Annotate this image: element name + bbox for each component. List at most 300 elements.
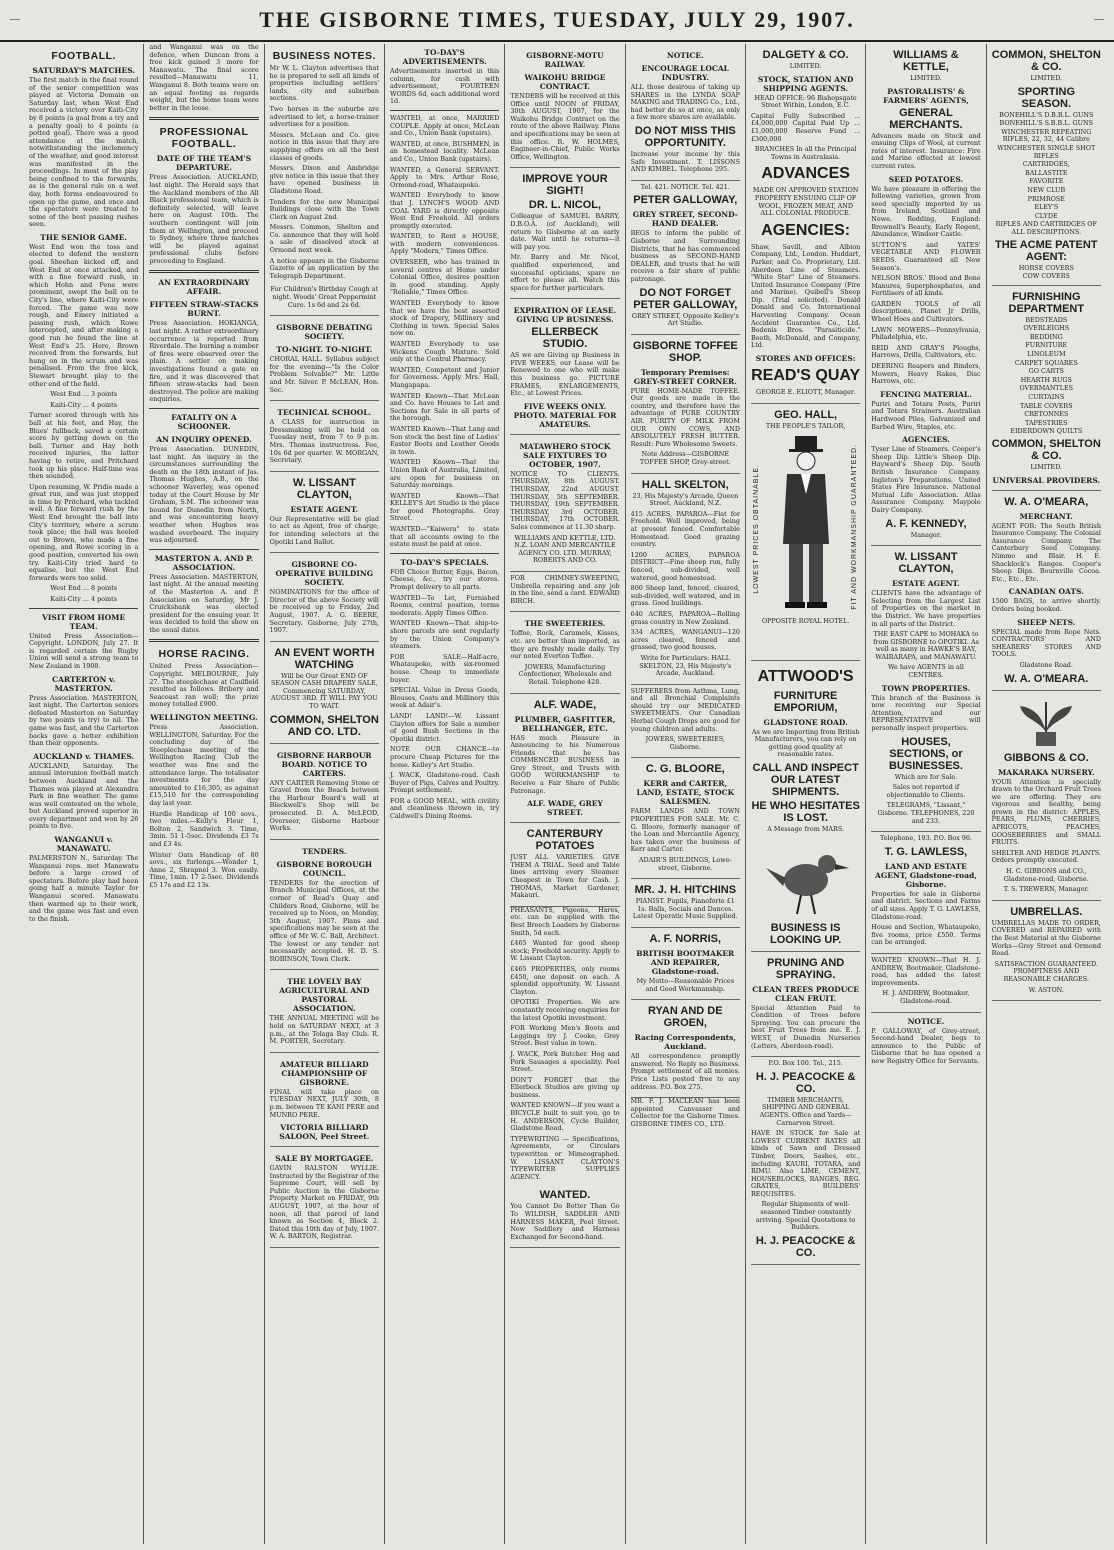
classified: OVERSEER, who has trained in several centres at Home under Colonial Office, desires position in good standing. Apply "Reliable," Times Office. bbox=[389, 258, 500, 297]
advertisement bbox=[270, 642, 379, 744]
ad-text: GREY STREET, Opposite Kelley's Art Studio. bbox=[631, 311, 739, 328]
divider bbox=[390, 553, 499, 554]
ad-text: T. S. TREWERN, Manager. bbox=[1003, 885, 1089, 894]
ad-title: C. G. BLOORE, bbox=[645, 763, 725, 776]
list-item: ELEY'S bbox=[1034, 203, 1059, 212]
article-text: A notice appears in the Gisborne Gazette of an application by the Telegraph Department. bbox=[269, 256, 379, 280]
plant-icon bbox=[1016, 698, 1076, 748]
column-3 bbox=[265, 44, 385, 1544]
column-9 bbox=[987, 44, 1106, 1544]
ad-text: Write for Particulars: HALL SKELTON, 23, His Majesty's Arcade, Auckland. bbox=[639, 653, 732, 678]
column-8 bbox=[866, 44, 986, 1544]
ad-text: PIANIST. Pupils, Pianoforte £1 1s. Balls, Socials and Dances. Latest Operatic Music Supplied. bbox=[632, 897, 738, 921]
ad-text: BEGS to inform the public of Gisborne and Surrounding Districts, that he has commenced business as SECOND-HAND DEALER, and trusts that he will receive a fair share of public patronage. bbox=[630, 229, 740, 283]
ad-text: ADAIR'S BUILDINGS, Lowe-street, Gisborne. bbox=[638, 856, 732, 872]
heading: FOOTBALL. bbox=[51, 50, 116, 62]
ad-signature: COMMON, SHELTON & CO. bbox=[991, 438, 1101, 462]
ad-text: 800 Sheep land, fenced, cleared, sub-divided, well watered, and in grass. Good buildings. bbox=[630, 584, 740, 608]
list-item: FAVORITE bbox=[1029, 177, 1064, 186]
divider bbox=[149, 117, 258, 120]
ad-subtitle: LAND AND ESTATE AGENT, Gladstone-road, Gisborne. bbox=[875, 861, 977, 889]
ad-text: FARM LANDS AND TOWN PROPERTIES FOR SALE. Mr. C. G. Bloore, formerly manager of the Loan and Mercantile Agency, has taken over the business of Kerr and Carter. bbox=[630, 807, 740, 854]
ad-text: TENDERS for the erection of Branch Municipal Offices, at the corner of Read's Quay and Childers Road, Gisborne, will be received up to Noon, on Monday, 5th August, 1907. Plans and specifications may be seen at the office of Mr W. C. Ball, Architect. The lowest or any tender not necessarily accepted. H. D. S. ROBINSON, Town Clerk. bbox=[269, 878, 379, 963]
ad-side-text: FIT AND WORKMANSHIP GUARANTEED. bbox=[851, 443, 859, 610]
ad-title: DO NOT MISS THIS OPPORTUNITY. bbox=[634, 124, 736, 149]
subheading: AUCKLAND v. THAMES. bbox=[33, 751, 135, 761]
advertisement bbox=[510, 44, 619, 168]
article-text: Messrs. McLean and Co. give notice in this issue that they are supplying offers on all the best classes of goods. bbox=[269, 130, 379, 162]
list-item: WINCHESTER SINGLE SHOT RIFLES bbox=[997, 143, 1096, 160]
subheading: AN INQUIRY OPENED. bbox=[156, 435, 252, 444]
classified: FOR Choice Butter, Eggs, Bacon, Cheese, &c., try our stores. Prompt delivery to all parts. bbox=[389, 567, 500, 592]
list-item: CURTAINS bbox=[1028, 393, 1065, 402]
ad-text: P. GALLOWAY, of Grey-street, Second-hand Dealer, begs to announce to the Public of Gisborne that he has opened a new Registry Office for Servants. bbox=[871, 1026, 981, 1065]
ad-title: AGENCIES: bbox=[761, 221, 851, 239]
ad-text: H. J. ANDREW, Bootmaker, Gladstone-road. bbox=[882, 989, 970, 1005]
ad-text: Colleague of SAMUEL BARRY, D.B.O.A. (of Auckland), will return to Gisborne at an early date. Wait until he returns—it will pay you. bbox=[510, 212, 620, 251]
ad-subtitle: STORES AND OFFICES: bbox=[755, 354, 856, 364]
ad-text: GAVIN RALSTON WYLLIE. Instructed by the Registrar of the Supreme Court, will sell by Public Auction in the Gisborne Property Market on FRIDAY, 9th AUGUST, 1907, at the hour of noon, all that parcel of land known as Section 4, Block 2. Dated this 10th day of July, 1907. W. A. BARTON, Registrar. bbox=[269, 1164, 379, 1241]
ad-title: W. A. O'MEARA, bbox=[1004, 495, 1089, 508]
ad-text: Shaw, Savill, and Albion Company, Ltd., London. Huddart, Parker, and Co. Proprietary, Ltd. Aberdeen Line of Steamers. "White Star" Line of Steamers. United Insurance Company (Fire and Marine). Quibell's Sheep Dip. (Trial solicited). Donald Donald and Co. International Harvesting Company. Ocean Accident Guarantee Co., Ltd. Bodenis Bros. "Parasiticide." Booth, McDonald, and Company, Ltd. bbox=[750, 242, 861, 350]
ad-text: HAVE IN STOCK for Sale at LOWEST CURRENT RATES all kinds of Sawn and Dressed Timber, Doors, Sashes, etc., including KAURI, TOTARA, and RIMU. Also LIME, CEMENT, HOUSEBLOCKS, RANGES, REG. GRATES, BUILDERS' REQUISITES. bbox=[750, 1129, 861, 1198]
ad-subtitle: WAIKOHU BRIDGE CONTRACT. bbox=[524, 73, 606, 91]
ad-subtitle: CLEAN TREES PRODUCE CLEAN FRUIT. bbox=[752, 984, 859, 1003]
divider bbox=[390, 110, 499, 111]
advertisement bbox=[631, 685, 740, 759]
list-item: PRIMROSE bbox=[1027, 194, 1065, 203]
article-text: Messrs. Common, Shelton and Co. announce that they will hold a sale of dissolved stock at Ormond next week. bbox=[269, 223, 379, 255]
advertisement bbox=[631, 181, 740, 335]
advertisement bbox=[631, 474, 740, 685]
ad-subtitle: KERR and CARTER, LAND, ESTATE, STOCK SALESMEN. bbox=[636, 779, 735, 807]
heading: BUSINESS NOTES. bbox=[272, 50, 376, 62]
ad-title: DALGETY & CO. bbox=[762, 49, 849, 61]
masthead-right: — bbox=[1094, 14, 1104, 25]
advertisement bbox=[871, 44, 980, 546]
article-text: Mr W. L. Clayton advertises that he is prepared to sell all kinds of properties including settlers' lands, city and suburban sections. bbox=[269, 64, 379, 103]
classified: DON'T FORGET that the Ellerbeck Studios are giving up business. bbox=[510, 1075, 620, 1099]
classified: WANTED, a General SERVANT. Apply to Mrs. Arthur Rose, Ormond-road, Whataupoko. bbox=[389, 165, 500, 189]
list-item: TABLE COVERS bbox=[1019, 401, 1073, 410]
ad-text: LIMITED. bbox=[1030, 463, 1063, 471]
ad-text: Mr. Barry and Mr. Nicol, qualified experienced, and successful opticians, spare no effort to please all. Watch this space for further particulars. bbox=[510, 253, 620, 292]
article-text: Press Association. MASTERTON, last night. The Carterton seniors defeated Masterton on Saturday by two points (a try) to nil. The game was fast, and the Carterton backs gave a better exhibition than their opponents. bbox=[29, 693, 139, 748]
heading: PROFESSIONAL FOOTBALL. bbox=[159, 126, 249, 151]
list-item: BONEHILL'S D.B.B.L. GUNS bbox=[999, 110, 1094, 119]
subheading: VISIT FROM HOME TEAM. bbox=[42, 612, 126, 631]
advertisement bbox=[992, 901, 1101, 1001]
ad-title: ATTWOOD'S bbox=[757, 667, 854, 685]
advertisement bbox=[510, 572, 619, 612]
ad-title: SPORTING SEASON. bbox=[1017, 85, 1076, 110]
ad-title: ELLERBECK STUDIO. bbox=[531, 326, 599, 351]
column-5 bbox=[505, 44, 625, 1544]
score-line: Kaiti-City ... 4 points bbox=[50, 595, 118, 603]
article-text: Press Association. DUNEDIN, last night. An inquiry in the circumstances surrounding the death on the 18th instant of Jas. Thomas Hughes, A.B., on the schooner Waverley, was opened today at the Court House by Mr Graham, S.M. The schooner was bound for Dunedin from North, and was encountering heavy weather when Hughes was washed overboard. The inquiry was adjourned. bbox=[149, 445, 259, 545]
ad-subtitle: CANADIAN OATS. bbox=[1008, 587, 1084, 597]
ad-text: Note Address—GISBORNE TOFFEE SHOP, Grey-street. bbox=[639, 450, 731, 467]
classified: SPECIAL Value in Dress Goods, Blouses, Coats and Millinery this week at Adair's. bbox=[389, 686, 500, 710]
advertisement bbox=[510, 612, 619, 693]
ad-title: MR. J. H. HITCHINS bbox=[634, 884, 737, 897]
ad-title: W. LISSANT CLAYTON, bbox=[894, 551, 958, 576]
classified: J. WACK, Pork Butcher. Hog and Pork Sausages a speciality. Peel Street. bbox=[510, 1049, 620, 1074]
ad-title: EXPIRATION OF LEASE. GIVING UP BUSINESS. bbox=[513, 306, 617, 325]
ad-text: MADE ON APPROVED STATION PROPERTY ENSUING CLIP OF WOOL, FROZEN MEAT, AND ALL COLONIAL PRODUCE. bbox=[752, 186, 859, 218]
advertisement bbox=[270, 1147, 379, 1248]
article-text: Press Association. HOKIANGA, last night. A rather extraordinary occurrence is reported from Riverdale. The burning a number of fires were observed over the plain. A settler on making investigations found a gate on fire, and it was discovered that fifteen straw-stacks had been destroyed. The police are making enquiries. bbox=[149, 319, 259, 404]
ad-subtitle: ALF. WADE, GREY STREET. bbox=[527, 799, 603, 818]
ad-subtitle: UNIVERSAL PROVIDERS. bbox=[992, 475, 1101, 485]
ad-subtitle: ENCOURAGE LOCAL INDUSTRY. bbox=[641, 64, 729, 82]
list-item: FURNITURE bbox=[1025, 341, 1068, 350]
ad-text: Gladstone Road. bbox=[1019, 660, 1073, 669]
ad-text: 415 ACRES, PAPAROA—Flat for Freehold. Well improved, being at present fenced. Comfortable Homestead. Good grazing country. bbox=[630, 509, 740, 549]
ad-title: GISBORNE CO-OPERATIVE BUILDING SOCIETY. bbox=[275, 560, 374, 588]
classified: J. WACK, Gladstone-road. Cash Buyer of Pigs, Calves and Poultry. Prompt settlement. bbox=[389, 771, 500, 795]
ad-title: HALL SKELTON, bbox=[641, 478, 729, 491]
ad-text: THE EAST CAPE to MOHAKA to from GISBORNE to OPOTIKI. As well as many in HAWKE'S BAY, WAIRARAPA, and MANAWATU. bbox=[873, 630, 979, 661]
list-item: WINCHESTER REPEATING RIFLES, 22, 32, 44 Calibre bbox=[1001, 127, 1092, 144]
ad-text: LAWN MOWERS—Pennsylvania, Philadelphia, etc. bbox=[871, 325, 981, 342]
ad-title: RYAN AND DE GROEN, bbox=[648, 1005, 723, 1030]
ad-text: This branch of the Business is now receiving our Special Attention, and our REPRESENTATIVE will personally inspect properties. bbox=[871, 693, 981, 733]
ad-title: H. J. PEACOCKE & CO. bbox=[755, 1234, 856, 1259]
advertisement bbox=[270, 316, 379, 401]
article-text: Press Association. MASTERTON, last night. At the annual meeting of the Masterton A. and P. Association on Saturday, Mr J. Cruickshank was elected president for the ensuing year. It was decided to hold the show on the usual dates. bbox=[149, 572, 259, 634]
ad-text: Will be Our Great END OF SEASON CASH DRAPERY SALE, Commencing SATURDAY, AUGUST 3RD. IT WILL PAY YOU TO WAIT. bbox=[270, 671, 378, 711]
advertisement bbox=[510, 435, 619, 572]
ad-text: My Motto—Reasonable Prices and Good Workmanship. bbox=[636, 976, 734, 993]
ad-text: LIMITED. bbox=[1030, 74, 1063, 82]
heading: HORSE RACING. bbox=[158, 648, 250, 661]
ad-text: SUFFERERS from Asthma, Lung, and all Bronchial Complaints should try our MEDICATED SWEETMEATS. Our Canadian Herbal Cough Drops are good for young children and adults. bbox=[630, 686, 740, 733]
ad-text: SPECIAL made from Rope Nets. CONTRACTORS' AND SHEARERS' STORES AND TOOLS. bbox=[991, 627, 1101, 659]
classified: WANTED, at once, MARRIED COUPLE. Apply at once, McLean and Co., Union Bank (upstairs). bbox=[389, 113, 500, 138]
list-item: BEDSTEADS bbox=[1025, 315, 1068, 324]
ad-title: MATAWHERO STOCK SALE FIXTURES TO OCTOBER, 1907. bbox=[519, 441, 611, 469]
ad-text: THE ANNUAL MEETING will be held on SATURDAY NEXT, at 3 p.m., at the Tolaga Bay Club. R. M. PORTER, Secretary. bbox=[269, 1014, 379, 1046]
ad-title: HE WHO HESITATES IS LOST. bbox=[751, 800, 860, 824]
ad-text: ANY CARTER Removing Stone or Gravel from the Beach between the Harbour Board's wall at Bleckwell's Shop will be prosecuted. D. A. McLEOD, Overseer, Gisborne Harbour Works. bbox=[269, 778, 379, 833]
ad-subtitle: ESTATE AGENT. bbox=[290, 504, 359, 514]
advertisement bbox=[631, 44, 740, 181]
article-text: Press Association. WELLINGTON, Saturday. For the concluding day of the Steeplechase meeting of the Wellington Racing Club the weather was fine and the attendance large. The totalisator investments for the day amounted to £16,305, as against £15,510 for the corresponding day last year. bbox=[149, 723, 259, 807]
classified: PHEASANTS, Pigeons, Hares, etc. can be supplied with the Best Breech Loaders by Gisborne Smith, 5d each. bbox=[510, 905, 620, 937]
list-item: COW COVERS bbox=[1022, 272, 1070, 281]
classified: WANTED Known—That McLean and Co. have Houses to Let and Sections for Sale in all parts of the borough. bbox=[389, 391, 500, 423]
ad-title: NOTICE. bbox=[907, 1016, 945, 1026]
ad-title: GISBORNE DEBATING SOCIETY. bbox=[276, 323, 373, 342]
subheading: FATALITY ON A SCHOONER. bbox=[171, 413, 237, 431]
ad-text: HAS much Pleasure in Announcing to his Numerous Friends that he has COMMENCED BUSINESS in Grey Street, and Trusts with GOOD WORKMANSHIP to Receive a Fair Share of Public Patronage. bbox=[510, 733, 620, 795]
ad-title: ALF. WADE, bbox=[533, 698, 597, 711]
divider bbox=[149, 408, 258, 409]
gentleman-illustration bbox=[751, 434, 860, 614]
score-line: West End ... 8 points bbox=[50, 584, 118, 593]
classified: WANTED Known—That ship-to-shore parcels are sent regularly by the Union Company's steamers. bbox=[389, 619, 500, 651]
ad-text: Sales not reported if objectionable to Clients. bbox=[886, 783, 966, 799]
classified: WANTED KNOWN—If you want a BICYCLE built to suit you, go to H. ANDERSON, Cycle Builder, Gladstone Road. bbox=[510, 1101, 620, 1133]
ad-subtitle: FENCING MATERIAL. bbox=[880, 389, 972, 399]
ad-text: CLIENTS have the advantage of Selecting from the Largest List of Properties on the market in the District. We have properties in all parts of the District. bbox=[871, 589, 981, 628]
ad-text: WILLIAMS AND KETTLE, LTD. N.Z. LOAN AND MERCANTILE AGENCY CO. LTD. MURRAY, ROBERTS AND CO. bbox=[514, 533, 616, 565]
ad-text: 640 ACRES, PAPAROA—Rolling grass country in New Zealand. bbox=[630, 609, 740, 626]
ad-title: IMPROVE YOUR SIGHT! bbox=[522, 173, 608, 198]
list-item: RIFLES AND CARTRIDGES OF ALL DESCRIPTIONS. bbox=[995, 220, 1097, 236]
advertisement bbox=[631, 1000, 740, 1098]
ad-title: T. G. LAWLESS, bbox=[884, 845, 968, 858]
ad-text: LIMITED. bbox=[910, 74, 942, 82]
advertisement bbox=[992, 44, 1101, 286]
ad-subtitle: PLUMBER, GASFITTER, BELLHANGER, ETC. bbox=[514, 714, 616, 733]
advertisement bbox=[510, 168, 619, 299]
ad-text: TENDERS will be received at this Office until NOON of FRIDAY, 30th AUGUST, 1907, for the Waikohu Bridge Contract on the route of the above Railway. Plans and specifications may be seen at this office. R. W. HOLMES, Engineer-in-Chief, Public Works Office, Wellington. bbox=[510, 92, 620, 161]
ad-title: W. LISSANT CLAYTON, bbox=[292, 476, 356, 501]
list-item: NEW CLUB bbox=[1027, 185, 1066, 194]
list-item: CLYDE bbox=[1034, 211, 1058, 220]
classified: WANTED, at once, BUSHMEN, in an homestead locality. McLean and Co., Union Bank (upstairs). bbox=[389, 139, 500, 163]
article-text: West End won the toss and elected to defend the western goal. Sheehan kicked off, and West End at once attacked, and with a fine forward rush, in which Hohn and Pene were prominent, swept the ball on to City's line, where Kaiti-City were forced. The game was now rough, and Emery initiated a passing rush, which Rowe intercepted, and after making a good run he found the line at West End's 25. Here, Brown received from the forwards, but hung on in the scrum and was penalised. From the free kick, Stewart brought play to the other end of the field. bbox=[29, 242, 139, 388]
ad-text: CHORAL HALL. Syllabus subject for the evening—"Is the Color Problem Solvable?" Mr. Little and Mr. Silver. P. McLEAN, Hon. Sec. bbox=[269, 355, 379, 394]
advertisement bbox=[631, 335, 740, 474]
advertisement bbox=[510, 1184, 619, 1248]
article-text: AUCKLAND, Saturday. The annual interunion football match between Auckland and the Thames was played at Alexandra Park in fine weather. The game was well contested on the whole, but Auckland proved superior in every department and won by 26 points to five. bbox=[29, 761, 139, 831]
ad-text: House and Section, Whataupoko, five rooms, price £550. Terms can be arranged. bbox=[871, 923, 981, 947]
ad-text: REID AND GRAY'S Ploughs, Harrows, Drills, Cultivators, etc. bbox=[871, 343, 981, 360]
ad-title: NOTICE. bbox=[666, 51, 704, 60]
ad-text: Advances made on Stock and ensuing Clips of Wool, at current rates of interest. Insurance: Fire and Marine effected at lowest current rates. bbox=[871, 131, 981, 170]
ad-text: As we are Importing from British Manufacturers, you can rely on getting good quality at reasonable rates. bbox=[751, 727, 860, 759]
ad-text: HEAD OFFICE: 96 Bishopsgate Street Within, London, E.C. bbox=[754, 93, 857, 110]
ad-title: GIBBONS & CO. bbox=[1003, 751, 1089, 764]
ad-title: A. F. NORRIS, bbox=[649, 932, 722, 945]
advertisement bbox=[510, 823, 619, 907]
ad-text: Regular Shipments of well-seasoned Timber constantly arriving. Special Quotations to Builders. bbox=[755, 1200, 856, 1232]
classified: MR. F. J. MACLEAN has been appointed Canvasser and Collector for the Gisborne Times. GISBORNE TIMES CO., LTD. bbox=[630, 1097, 740, 1128]
ad-title: GISBORNE-MOTU RAILWAY. bbox=[526, 51, 604, 69]
ad-title: THE SWEETERIES. bbox=[524, 619, 606, 629]
classified: £465 PROPERTIES, only rooms £450, one deposit on each. A splendid opportunity. W. Lissant Clayton. bbox=[510, 964, 620, 996]
ad-text: JUST ALL VARIETIES. GIVE THEM A TRIAL. Seed and Table lines arriving every Steamer. Cheapest in Town for Cash. J. THOMAS, Market Gardener, Makauri. bbox=[510, 853, 620, 900]
ad-text: Which are for Sale. bbox=[894, 772, 958, 781]
ad-subtitle: TOWN PROPERTIES. bbox=[881, 683, 971, 693]
ad-text: UMBRELLAS MADE TO ORDER, COVERED and REPAIRED with the Best Material at the Gisborne Works—Grey Street and Ormond Road. bbox=[991, 918, 1101, 958]
classified: WANTED Known—That KELLEY'S Art Studio is the place for good Photographs. Gray Street. bbox=[389, 491, 500, 523]
ad-subtitle: GREY STREET, SECOND-HAND DEALER. bbox=[632, 210, 738, 229]
classified: FOR a GOOD MEAL, with civility and cleanliness thrown in, try Caldwell's Dining Rooms. bbox=[389, 796, 500, 821]
article-text: Upon resuming, W. Pridie made a great run, and was just stopped in time by Pritchard, who tackled well. A fine forward rush by the West End brought the ball into City's territory, where a scrum took place; the ball was heeled out to Brown, who made a fine opening, and Rowe scoring in a good position, converted his own try. Kaiti-City tried hard to equalise, but the West End forwards were too solid. bbox=[29, 482, 139, 582]
heading: TO-DAY'S ADVERTISEMENTS. bbox=[402, 48, 487, 66]
ad-text: TIMBER MERCHANTS, SHIPPING AND GENERAL AGENTS. Office and Yards—Carnarvon Street. bbox=[759, 1095, 852, 1127]
ad-text: A CLASS for instruction in Dressmaking will be held on Tuesday next, from 7 to 9 p.m. Mrs. Thomas instructress. Fee, 10s 6d per quarter. W. MORGAN, Secretary. bbox=[269, 418, 379, 465]
covers-list bbox=[992, 265, 1101, 281]
ad-text: Manager. bbox=[910, 530, 942, 539]
ad-subtitle: ESTATE AGENT. bbox=[892, 579, 960, 589]
classified: FOR SALE—Half-acre, Whataupoko, with six-roomed house. Cheap to immediate buyer. bbox=[389, 652, 500, 684]
advertisement bbox=[871, 832, 980, 954]
column-6 bbox=[626, 44, 746, 1544]
ad-title: GEO. HALL, bbox=[774, 408, 838, 421]
ad-text: ALL those desirous of taking up SHARES in the LYNDA SOAP MAKING and TRADING Co., Ltd., had better do so at once, as only a few more shares are available. bbox=[630, 83, 740, 122]
ad-title: H. J. PEACOCKE & CO. bbox=[755, 1070, 856, 1095]
ad-text: NOMINATIONS for the office of Director of the above Society will be received up to Friday, 2nd August, 1907. A. G. BEERE, Secretary. Gisborne, July 27th, 1907. bbox=[269, 588, 379, 635]
advertisement bbox=[270, 1053, 379, 1147]
ad-text: W. ASTON. bbox=[1028, 985, 1064, 994]
ad-title: COMMON, SHELTON & CO. bbox=[991, 49, 1101, 73]
ad-subtitle: MERCHANT. bbox=[1019, 511, 1073, 521]
subheading: DATE OF THE TEAM'S DEPARTURE. bbox=[156, 154, 252, 173]
subheading: MASTERTON A. AND P. ASSOCIATION. bbox=[154, 553, 254, 572]
score-line: Kaiti-City ... 4 points bbox=[50, 400, 118, 409]
furnishing-list bbox=[992, 317, 1101, 436]
advertisement bbox=[751, 404, 860, 661]
list-item: LINOLEUM bbox=[1027, 350, 1066, 359]
advertisement bbox=[270, 472, 379, 553]
column-2 bbox=[144, 44, 264, 1544]
list-item: HEARTH RUGS bbox=[1020, 375, 1072, 384]
ad-text: For Children's Birthday Cough at night. Woods' Great Peppermint Cure. 1s 6d and 2s 6d. bbox=[270, 285, 379, 309]
score-line: West End ... 3 points bbox=[50, 390, 118, 399]
subheading: AN EXTRAORDINARY AFFAIR. bbox=[158, 278, 250, 297]
column-1 bbox=[24, 44, 144, 1544]
ad-title: CANTERBURY POTATOES bbox=[526, 828, 604, 853]
ad-text: Tyser Line of Steamers. Cooper's Sheep Dip. Little's Sheep Dip. Hayward's Sheep Dip. South British Insurance Company. Ingleton's Preparations. United States Fire Insurance. National Mutual Life Association. Atlas Assurance Company. Maypole Dairy Company. bbox=[871, 445, 981, 514]
classified: WANTED Known—That the Union Bank of Australia, Limited, are open for business on Saturday mornings. bbox=[389, 458, 500, 490]
ad-text: Puriri and Totara Posts, Puriri and Totara Strainers. Australian Hardwood Piles, Galvanized and Barbed Wire, Staples, etc. bbox=[871, 399, 981, 431]
ad-title: AMATEUR BILLIARD CHAMPIONSHIP OF GISBORNE. bbox=[279, 1059, 369, 1087]
ad-side-text: LOWEST PRICES OBTAINABLE. bbox=[752, 463, 760, 594]
article-text: United Press Association—Copyright. LONDON, July 27. It is regarded certain the Rugby Union will send a strong team to New Zealand in 1908. bbox=[29, 631, 139, 670]
column-4 bbox=[385, 44, 505, 1544]
ad-text: LIMITED. bbox=[789, 62, 822, 70]
ad-text: You Cannot Do Better Than Go To WILDISH, SADDLER AND HARNESS MAKER, Peel Street. New Saddlery and Harness Exchanged for Second-hand. bbox=[510, 1202, 620, 1241]
advertisement bbox=[270, 970, 379, 1052]
article-text: Two horses in the suburbs are advertised to let, a horse-trainer advertises for a position. bbox=[269, 104, 379, 129]
ad-text: OPPOSITE ROYAL HOTEL. bbox=[761, 617, 850, 626]
list-item: OVERMANTLES bbox=[1019, 384, 1074, 393]
advertisement bbox=[992, 286, 1101, 491]
ad-title: GISBORNE TOFFEE SHOP. bbox=[632, 339, 738, 364]
ad-subtitle: BRITISH BOOTMAKER AND REPAIRER, Gladstone-road. bbox=[636, 948, 735, 976]
advertisement bbox=[270, 840, 379, 971]
ad-title: DO NOT FORGET PETER GALLOWAY, bbox=[633, 286, 738, 311]
ad-subtitle: SEED POTATOES. bbox=[888, 174, 964, 184]
ad-title: CALL AND INSPECT OUR LATEST SHIPMENTS. bbox=[752, 762, 859, 798]
ad-title: FURNITURE EMPORIUM, bbox=[773, 689, 838, 714]
ad-title: FURNISHING DEPARTMENT bbox=[1008, 290, 1085, 315]
ad-text: Advertisements inserted in this column, for cash with advertisement, FOURTEEN WORDS 6d, each additional word 1d. bbox=[389, 67, 500, 106]
tailor-figure-icon bbox=[771, 434, 841, 614]
ad-subtitle: TO-NIGHT. TO-NIGHT. bbox=[276, 345, 373, 355]
ad-text: SATISFACTION GUARANTEED. PROMPTNESS AND REASONABLE CHARGES. bbox=[994, 959, 1098, 983]
ad-title: GENERAL MERCHANTS. bbox=[889, 106, 963, 131]
list-item: BALLASTITE bbox=[1025, 168, 1068, 177]
advertisement bbox=[270, 283, 379, 316]
advertisement bbox=[751, 44, 860, 404]
ad-subtitle: GLADSTONE ROAD. bbox=[763, 717, 848, 727]
classified: WANTED Everybody to know that J. LYNCH'S WOOD AND COAL YARD is directly opposite West End Freehold. All orders promptly executed. bbox=[389, 191, 500, 230]
ad-signature: W. A. O'MEARA. bbox=[1004, 672, 1089, 685]
list-item: HORSE COVERS bbox=[1018, 263, 1074, 272]
ad-text: BRANCHES In all the Principal Towns in Australasia. bbox=[754, 145, 857, 161]
list-item: CARTRIDGES, bbox=[1022, 160, 1070, 169]
ad-subtitle: MAKARAKA NURSERY. bbox=[997, 767, 1095, 777]
ad-text: AS we are Giving up Business in FIVE WEEKS, our Lease will be Renewed to one who will make this business go. PICTURE FRAMES, ENLARGEMENTS, Etc., at Lowest Prices. bbox=[510, 351, 620, 398]
ad-text: Properties for sale in Gisborne and district. Sections and Farms of all sizes. Apply T. G. LAWLESS, Gladstone-road. bbox=[871, 889, 981, 921]
divider bbox=[29, 608, 138, 609]
ad-title: TENDERS. bbox=[302, 846, 347, 856]
ad-text: H. C. GIBBONS and CO., Gladstone-road, Gisborne. bbox=[1003, 867, 1089, 883]
ad-subtitle: Racing Correspondents, Auckland. bbox=[634, 1033, 736, 1052]
ad-text: 334 ACRES, WANGANUI—120 acres cleared, fenced and grassed, two good houses. bbox=[630, 628, 740, 652]
article-text: PALMERSTON N., Saturday. The Wanganui reps. met Manawatu before a large crowd of spectators. Before play had been going half a minute Taylor for Wanganui scored. Manawatu then warmed up to their work, and the game was fast and even to the finish. bbox=[29, 854, 139, 923]
ad-text: GEORGE E. ELIOTT, Manager. bbox=[755, 388, 856, 397]
ad-text: We have pleasure in offering the following varieties, grown from seed specially imported by us from Ireland, Scotland and Newe. Redding, England: Brownell's Beauty, Early Regent, Abundance, Windsor Castle. bbox=[871, 184, 981, 239]
ad-signature: A. F. KENNEDY, bbox=[885, 517, 967, 530]
ad-text: THE PEOPLE'S TAILOR, bbox=[765, 421, 846, 430]
ad-text: AGENT FOR: The South British Insurance Company. The Colonial Assurance Company. The Canterbury Seed Company. Nimmo and Blair. H. E. Shacklock's Ranges. Cooper's Sheep Dips. Bournville Cocoa. Etc., Etc., Etc. bbox=[991, 521, 1101, 583]
advertisement bbox=[510, 299, 619, 435]
article-text: The first match in the final round of the senior competition was played at Victoria Domain on Saturday last, when West End received a victory over Kaiti-City by 8 points (a goal from a try and a penalty goal) to 4 points (a potted goal). There was a good attendance at the match, notwithstanding the inclemency of the weather, and good interest was manifested in the proceedings. In most of the play being confined to the forwards, as is the general rule on a wet day, both forms endeavoured to open up the game, and once and the spectators were treated to some of the best passing rushes seen. bbox=[29, 76, 139, 229]
ad-text: NELSON BROS.' Blood and Bone Manures, Superphosphates, and Fertilisers of all kinds. bbox=[871, 274, 981, 298]
plant-illustration bbox=[992, 698, 1101, 748]
classified: WANTED, Competent and Junior for Governess. Apply Mrs. Hall, Mangapapa. bbox=[389, 365, 500, 389]
ad-text: 23, His Majesty's Arcade, Queen Street, Auckland, N.Z. bbox=[632, 491, 739, 508]
ad-text: DEERING Reapers and Binders, Mowers, Heavy Rakes, Disc Harrows, etc. bbox=[871, 362, 981, 386]
advertisement bbox=[631, 928, 740, 1000]
ad-text: FINAL will take place on TUESDAY NEXT, JULY 30th, 8 p.m. between TE KANI PERE and MUNRO PERE. bbox=[269, 1087, 379, 1119]
ad-subtitle: GISBORNE BOROUGH COUNCIL. bbox=[276, 859, 373, 878]
ad-title: WILLIAMS & KETTLE, bbox=[893, 49, 959, 73]
ad-text: 1200 ACRES, PAPAROA DISTRICT—Fine sheep run, fully fenced, sub-divided, well watered, good homestead. bbox=[630, 550, 740, 582]
classified: WANTED Known—That Lang and Son stock the best line of Ladies' Easter Boots and Leather Goods in town. bbox=[389, 424, 500, 456]
ad-title: WANTED. bbox=[539, 1189, 591, 1202]
ad-subtitle: STOCK, STATION AND SHIPPING AGENTS. bbox=[757, 74, 854, 93]
subheading: THE SENIOR GAME. bbox=[40, 232, 128, 242]
list-item: TAPESTRIES bbox=[1025, 418, 1068, 427]
article-text: United Press Association—Copyright. MELBOURNE, July 27. The steeplechase at Caulfield resulted as follows. Bribery and Seacoast ran well; the prize money totalled £900. bbox=[149, 662, 259, 709]
ad-text: Increase your income by this Safe Investment. T. LISSONS AND KIMBEL. Telephone 295. bbox=[630, 149, 740, 174]
ad-title: PRUNING AND SPRAYING. bbox=[767, 956, 845, 981]
classified: £465 Wanted for good sheep stock; Freehold security. Apply to W. Lissant Clayton. bbox=[510, 939, 620, 963]
ad-text: Capital Fully Subscribed ... £4,000,000 Capital Paid Up ... £1,000,000 Reserve Fund ... £300,000 bbox=[750, 111, 861, 143]
article-text: Turner scored through with his ball at his feet, and Hay, the Blues' fullback, saved a certain score by getting down on the ball. Turner and Hay both received injuries, the latter having to retire, and Pritchard took up his place. Half-time was then sounded. bbox=[29, 411, 139, 481]
ad-subtitle: SHEEP NETS. bbox=[1017, 617, 1076, 627]
masthead-title: THE GISBORNE TIMES, TUESDAY, JULY 29, 1907. bbox=[259, 7, 855, 32]
ad-text: 1500 BAGS, to arrive shortly. Orders being booked. bbox=[991, 597, 1101, 613]
article-text: Messrs. Dixon and Ambridge give notice in this issue that they have opened business in Gladstone Road. bbox=[269, 164, 379, 195]
ad-title: DR. L. NICOL, bbox=[528, 199, 602, 212]
ad-subtitle: FIVE WEEKS ONLY. PHOTO. MATERIAL FOR AMATEURS. bbox=[513, 401, 617, 429]
list-item: BEDDING bbox=[1029, 332, 1063, 341]
ad-text: A Message from MARS. bbox=[767, 825, 845, 833]
ad-text: FOR CHIMNEY-SWEEPING, Umbrella repairing and any job in the line, send a card. EDWARD BIRCH. bbox=[510, 573, 620, 605]
ad-subtitle: PASTORALISTS' & FARMERS' AGENTS, bbox=[883, 86, 969, 105]
article-text: and Wanganui was on the defence, when Duncan from a free kick gained 3 more for Manawatu. The final score resulted—Manawatu 11, Wanganui 8. Both teams were on an equal footing as regards weight, but the home team were better in the loose. bbox=[149, 44, 259, 112]
ad-title: PETER GALLOWAY, bbox=[633, 194, 738, 207]
article-text: Winter Oats Handicap of 80 sovs., six furlongs.—Wonder 1, Anne 2, Shrapnel 3. Won easily. Time, 1min. 17 2-5sec. Dividends £5 17s and £2 13s. bbox=[149, 850, 259, 889]
ad-text: All correspondence promptly answered. No Reply no Business. Prompt settlement of all monies. Price Lists posted free to any address. P.O. Box 275. bbox=[630, 1052, 740, 1091]
list-item: CARPET SQUARES bbox=[1014, 358, 1078, 367]
subheading: CARTERTON v. MASTERTON. bbox=[52, 674, 116, 693]
subheading: SATURDAY'S MATCHES. bbox=[32, 66, 135, 75]
ad-text: GARDEN TOOLS of all descriptions, Planet Jr Drills, Wheel Hoes and Cultivators. bbox=[871, 299, 981, 324]
ad-subtitle: Temporary Premises: GREY-STREET CORNER. bbox=[633, 367, 737, 386]
columns bbox=[24, 44, 1106, 1544]
ad-text: Special Attention Paid to Condition of Trees before Spraying. You can procure the best Fruit Trees from me. E. J. WEST, of Dunedin Nurseries (Letters, Aberdeen-road). bbox=[750, 1003, 861, 1050]
